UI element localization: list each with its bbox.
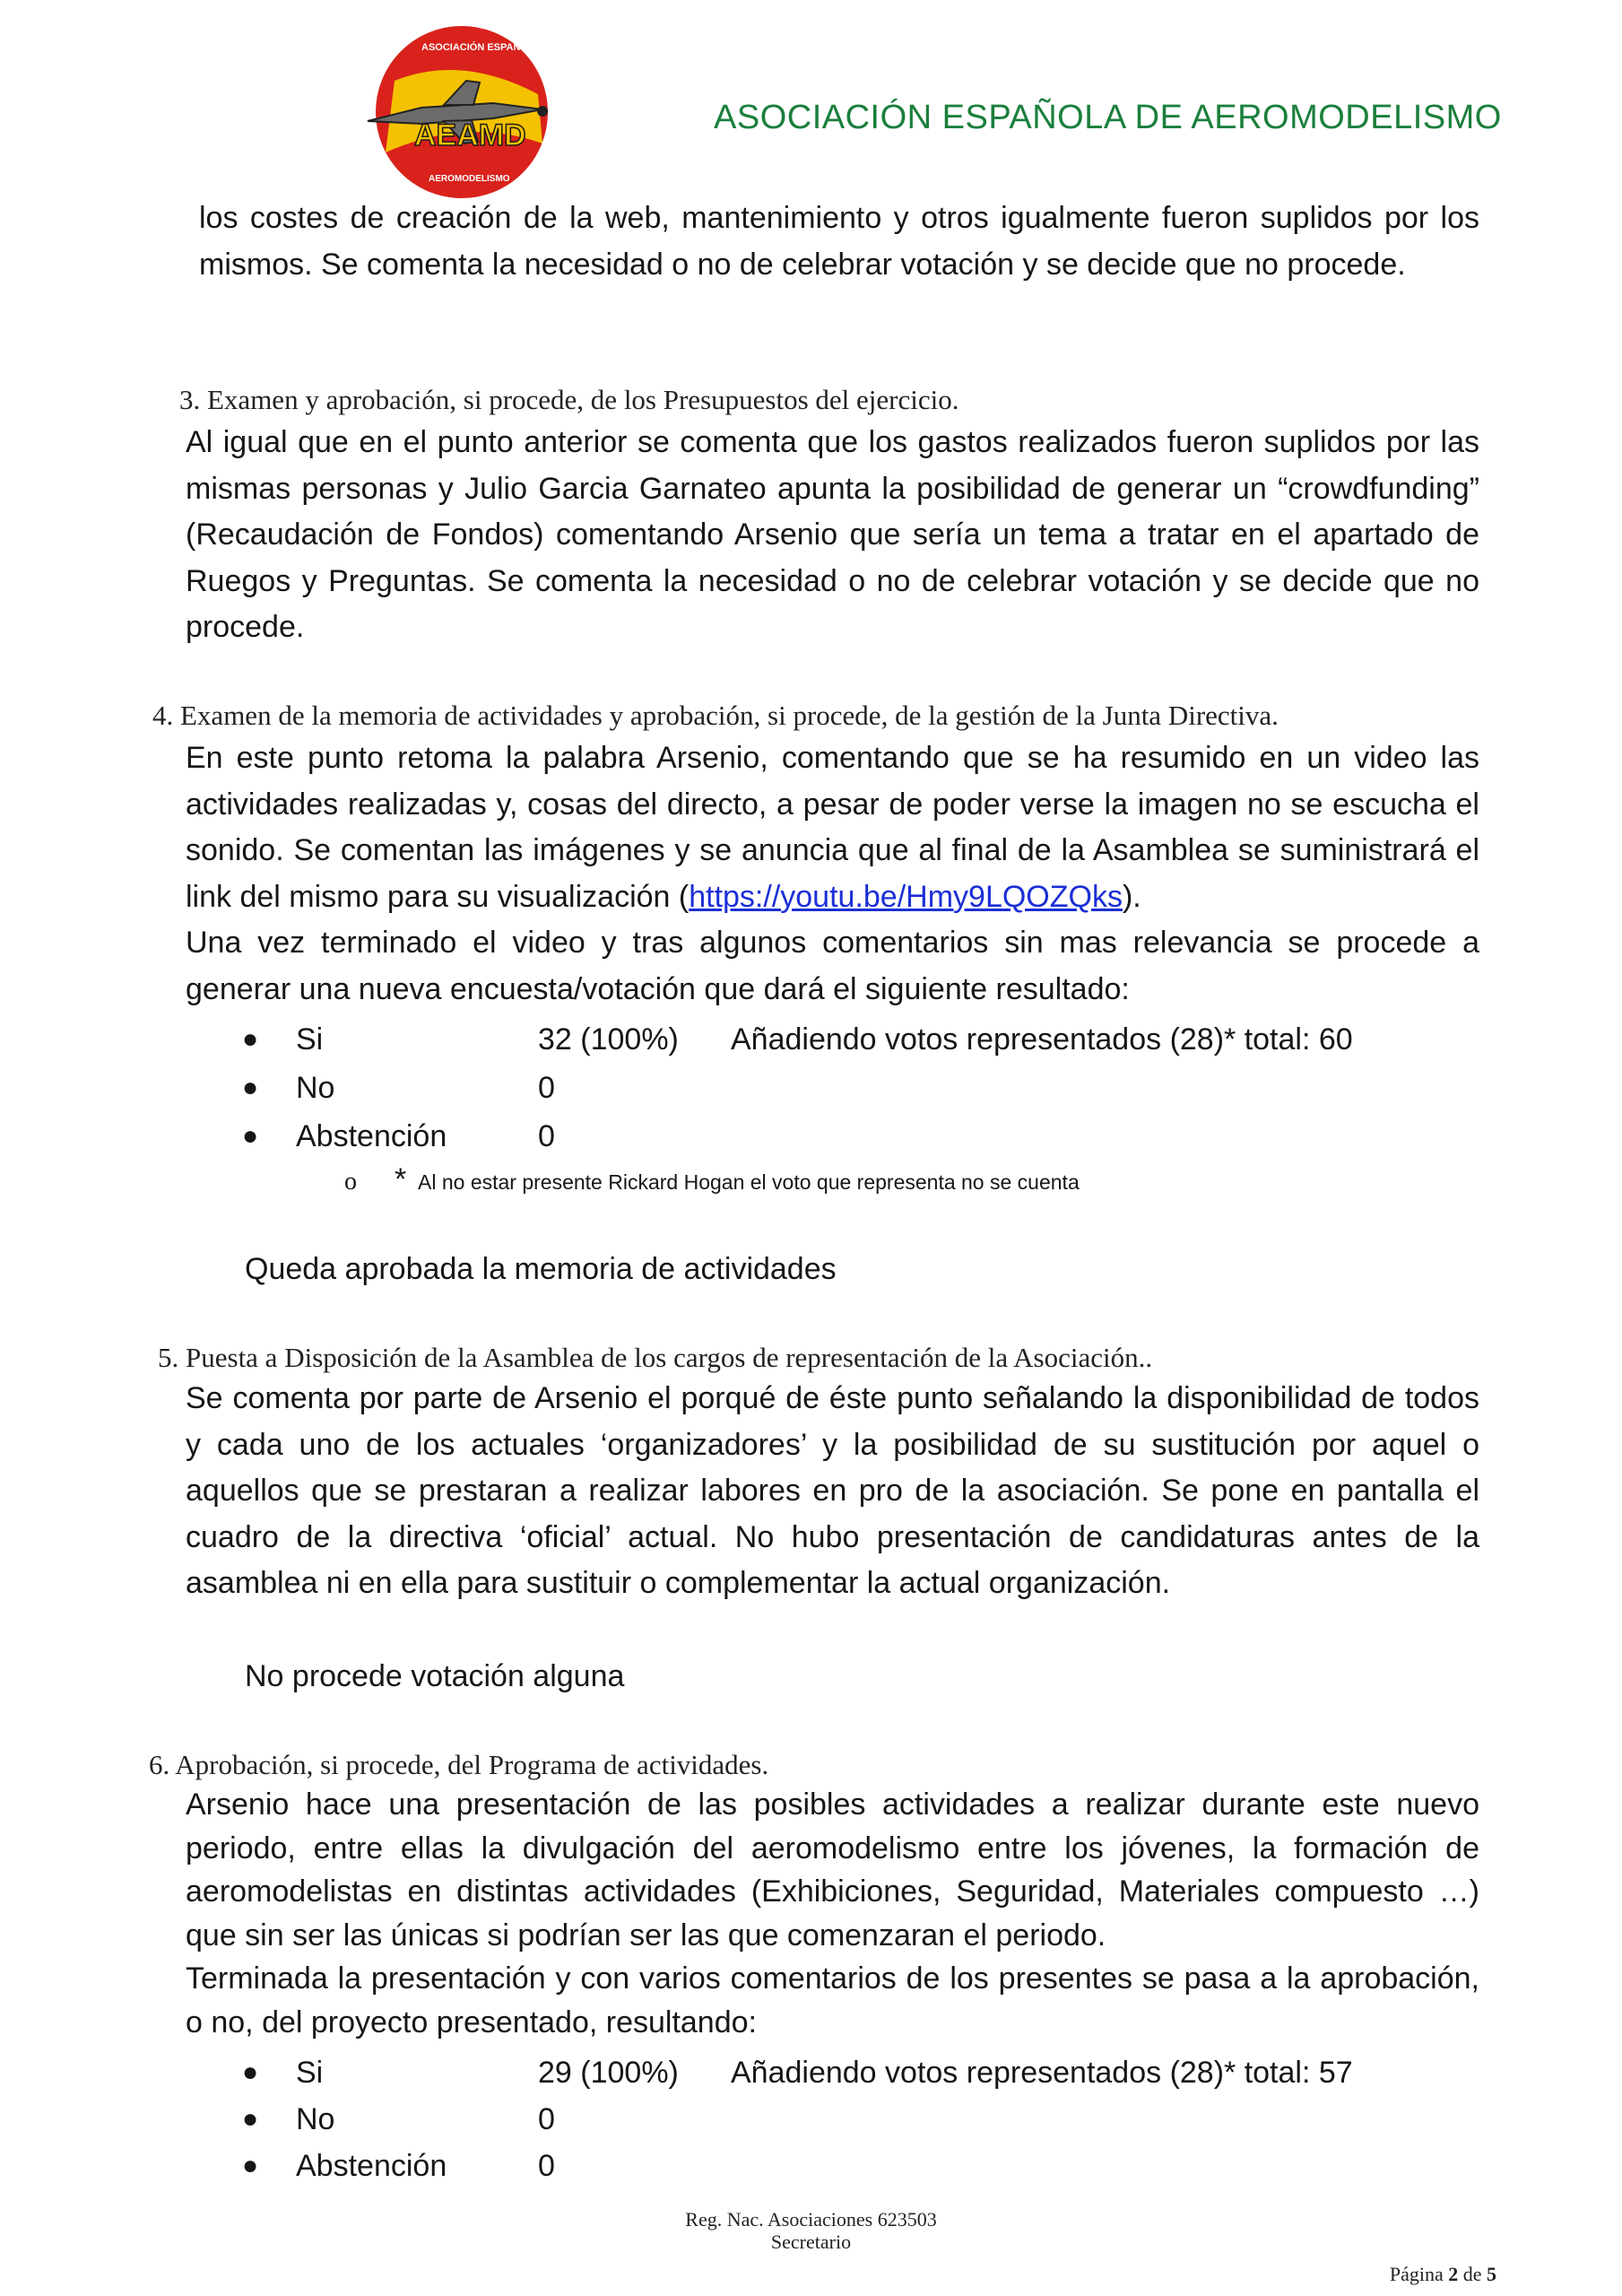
bullet-icon: ● <box>242 2057 259 2087</box>
asterisk-icon: * <box>395 1162 407 1196</box>
footnote-text: Al no estar presente Rickard Hogan el voto que representa no se cuenta <box>418 1170 1080 1194</box>
page-current: 2 <box>1448 2263 1459 2285</box>
section-3-paragraph: Al igual que en el punto anterior se comenta que los gastos realizados fueron suplidos por las mismas personas y Julio Garcia Garnateo apunta la posibilidad de generar un “crowdfunding” (Recaudación de Fondos) comentando Arsenio que sería un tema a tratar en el apartado de Ruegos y Preguntas. Se comenta la necesidad o no de celebrar votación y se decide que no procede. <box>186 425 1479 644</box>
vote-row <box>242 2095 731 2144</box>
section-4-heading: 4. Examen de la memoria de actividades y aprobación, si procede, de la gestión de la Junta Directiva. <box>152 700 1279 731</box>
vote-footnote <box>344 1162 1080 1197</box>
section-6-heading: 6. Aprobación, si procede, del Programa de actividades. <box>149 1749 769 1780</box>
vote-option: No <box>296 2101 335 2136</box>
footer-registry: Reg. Nac. Asociaciones 623503 <box>685 2208 937 2231</box>
section-4-text: En este punto retoma la palabra Arsenio, comentando que se ha resumido en un video las actividades realizadas y, cosas del directo, a pesar de poder verse la imagen no se escucha el sonido. Se comentan las imágenes y se anuncia que al final de la Asamblea se suministrará el link del mismo para su visualización ( <box>186 741 1479 914</box>
vote-row <box>242 2142 731 2190</box>
vote-count: 0 <box>538 2148 555 2183</box>
vote-row <box>242 1015 1353 1064</box>
aeamd-logo-graphic <box>359 18 556 206</box>
organization-title: ASOCIACIÓN ESPAÑOLA DE AEROMODELISMO <box>714 99 1502 136</box>
logo-arc-text: ASOCIACIÓN ESPAÑOLA <box>421 42 542 53</box>
vote-count: 0 <box>538 2101 555 2136</box>
vote-row <box>242 2048 1353 2097</box>
vote-option: Si <box>296 1022 324 1057</box>
page-total: 5 <box>1487 2263 1496 2285</box>
section-3-heading: 3. Examen y aprobación, si procede, de los Presupuestos del ejercicio. <box>179 384 959 415</box>
section-5-heading: 5. Puesta a Disposición de la Asamblea de los cargos de representación de la Asociación.. <box>158 1342 1153 1373</box>
section-4-paragraph-2: Una vez terminado el video y tras algunos comentarios sin mas relevancia se procede a generar una nueva encuesta/votación que dará el siguiente resultado: <box>186 926 1479 1006</box>
vote-row <box>242 1112 731 1161</box>
circle-bullet-icon: o <box>344 1168 357 1196</box>
logo-acronym: AEAMD <box>414 118 526 152</box>
vote-count: 0 <box>538 1118 555 1153</box>
page-word: Página <box>1389 2263 1444 2285</box>
video-link[interactable]: https://youtu.be/Hmy9LQOZQks <box>689 879 1123 914</box>
aeamd-logo <box>359 18 556 206</box>
footer-role: Secretario <box>770 2231 852 2253</box>
section-6-paragraph: Arsenio hace una presentación de las posibles actividades a realizar durante este nuevo periodo, entre ellas la divulgación del aeromodelismo entre los jóvenes, la formación de aeromodelistas en distintas actividades (Exhibiciones, Seguridad, Materiales compuesto …) que sin ser las únicas si podrían ser las que comenzaran el periodo. <box>186 1787 1479 1952</box>
section-4-result: Queda aprobada la memoria de actividades <box>245 1252 837 1286</box>
section-5-paragraph: Se comenta por parte de Arsenio el porqué de éste punto señalando la disponibilidad de todos y cada uno de los actuales ‘organizadores’ y la posibilidad de su sustitución por aquel o aquellos que se prestaran a realizar labores en pro de la asociación. Se pone en pantalla el cuadro de la directiva ‘oficial’ actual. No hubo presentación de candidaturas antes de la asamblea ni en ella para sustituir o complementar la actual organización. <box>186 1381 1479 1600</box>
section-4-paragraph <box>186 735 1479 920</box>
bullet-icon: ● <box>242 1024 259 1054</box>
bullet-icon: ● <box>242 1121 259 1151</box>
vote-option: Abstención <box>296 1118 447 1153</box>
page-of: de <box>1462 2263 1482 2285</box>
section-5-result: No procede votación alguna <box>245 1659 625 1693</box>
vote-count: 32 (100%) <box>538 1022 679 1057</box>
vote-option: No <box>296 1070 335 1105</box>
bullet-icon: ● <box>242 2151 259 2180</box>
page-number <box>1390 2263 1496 2286</box>
vote-option: Si <box>296 2055 324 2090</box>
vote-row <box>242 1064 731 1112</box>
logo-bottom-text: AEROMODELISMO <box>429 174 510 184</box>
vote-count: 0 <box>538 1070 555 1105</box>
vote-option: Abstención <box>296 2148 447 2183</box>
vote-extra: Añadiendo votos representados (28)* total: 60 <box>731 1022 1353 1057</box>
bullet-icon: ● <box>242 1073 259 1102</box>
bullet-icon: ● <box>242 2104 259 2134</box>
section-4-text-end: ). <box>1122 879 1141 914</box>
vote-count: 29 (100%) <box>538 2055 679 2090</box>
section-6-paragraph-2: Terminada la presentación y con varios comentarios de los presentes se pasa a la aprobación, o no, del proyecto presentado, resultando: <box>186 1961 1479 2039</box>
vote-extra: Añadiendo votos representados (28)* total: 57 <box>731 2055 1353 2090</box>
intro-paragraph: los costes de creación de la web, mantenimiento y otros igualmente fueron suplidos por los mismos. Se comenta la necesidad o no de celebrar votación y se decide que no procede. <box>199 201 1479 282</box>
